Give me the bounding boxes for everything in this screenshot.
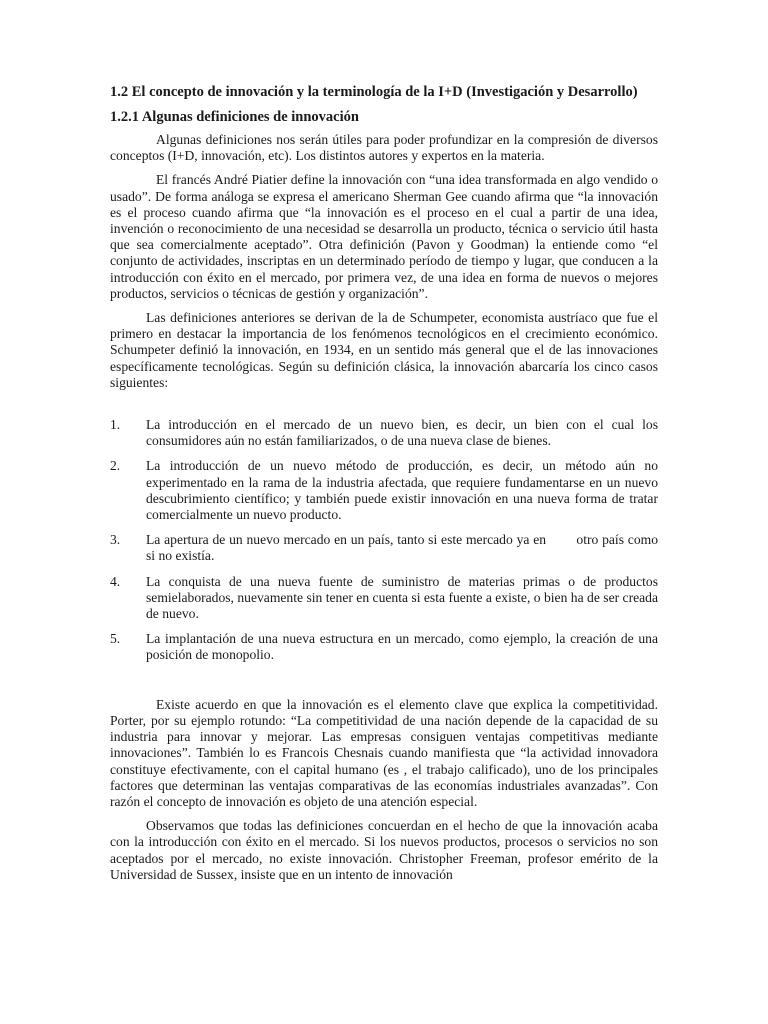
list-item (110, 417, 658, 449)
list-item-number: 1. (110, 417, 121, 433)
list-item-text: La conquista de una nueva fuente de suministro de materias primas o de productos semielaborados, nuevamente sin tener en cuenta si esta fuente a existe, o bien ha de ser creada de nuevo. (146, 573, 658, 622)
paragraph-after-2: Observamos que todas las definiciones concuerdan en el hecho de que la innovación acaba con la introducción con éxito en el mercado. Si los nuevos productos, procesos o servicios no son aceptados por el mercado, no existe innovación. Christopher Freeman, profesor emérito de la Universidad de Sussex, insiste que en un intento de innovación (110, 818, 658, 882)
list-item (110, 458, 658, 523)
paragraph-intro-1: Algunas definiciones nos serán útiles para poder profundizar en la compresión de diversos conceptos (I+D, innovación, etc). Los distintos autores y expertos en la materia. (110, 132, 658, 164)
list-item-number: 2. (110, 458, 121, 474)
paragraph-after-1: Existe acuerdo en que la innovación es el elemento clave que explica la competitividad. Porter, por su ejemplo rotundo: “La competitividad de una nación depende de la capacidad de su industria para innovar y mejorar. Las empresas consiguen ventajas competitivas mediante innovaciones”. También lo es Francois Chesnais cuando manifiesta que “la actividad innovadora constituye efectivamente, con el capital humano (es , el trabajo calificado), uno de los principales factores que determinan las ventajas comparativas de las economías industriales avanzadas”. Con razón el concepto de innovación es objeto de una atención especial. (110, 696, 658, 809)
list-item (110, 532, 662, 564)
list-item-text: La introducción de un nuevo método de producción, es decir, un método aún no experimentado en la rama de la industria afectada, que requiere fundamentarse en un nuevo descubrimiento científico; y también puede existir innovación en una nueva forma de tratar comercialmente un nuevo producto. (146, 458, 658, 523)
paragraph-intro-3: Las definiciones anteriores se derivan de la de Schumpeter, economista austríaco que fue el primero en destacar la importancia de los fenómenos tecnológicos en el crecimiento económico. Schumpeter definió la innovación, en 1934, en un sentido más general que el de las innovaciones específicamente tecnológicas. Según su definición clásica, la innovación abarcaría los cinco casos siguientes: (110, 310, 658, 390)
list-item-text: La introducción en el mercado de un nuevo bien, es decir, un bien con el cual los consumidores aún no están familiarizados, o de una nueva clase de bienes. (146, 417, 658, 449)
list-item (110, 631, 658, 663)
list-item-number: 4. (110, 573, 121, 589)
subsection-heading: 1.2.1 Algunas definiciones de innovación (110, 109, 359, 125)
section-heading: 1.2 El concepto de innovación y la terminología de la I+D (Investigación y Desarrollo) (110, 84, 638, 100)
list-item-text: La apertura de un nuevo mercado en un país, tanto si este mercado ya en otro país como si no existía. (146, 532, 662, 564)
list-item-number: 3. (110, 532, 121, 548)
innovation-cases-list (110, 417, 662, 664)
document-page (110, 84, 662, 891)
paragraph-intro-2: El francés André Piatier define la innovación con “una idea transformada en algo vendido o usado”. De forma análoga se expresa el americano Sherman Gee cuando afirma que “la innovación es el proceso cuando afirma que “la innovación es el proceso en el cual a partir de una idea, invención o reconocimiento de una necesidad se desarrolla un producto, técnica o servicio útil hasta que sea comercialmente aceptado”. Otra definición (Pavon y Goodman) la entiende como “el conjunto de actividades, inscriptas en un determinado período de tiempo y lugar, que conducen a la introducción con éxito en el mercado, por primera vez, de una idea en forma de nuevos o mejores productos, servicios o técnicas de gestión y organización”. (110, 172, 658, 301)
section-spacer (110, 673, 658, 697)
list-item (110, 574, 658, 623)
list-item-number: 5. (110, 631, 121, 647)
list-item-text: La implantación de una nueva estructura en un mercado, como ejemplo, la creación de una posición de monopolio. (146, 631, 658, 663)
